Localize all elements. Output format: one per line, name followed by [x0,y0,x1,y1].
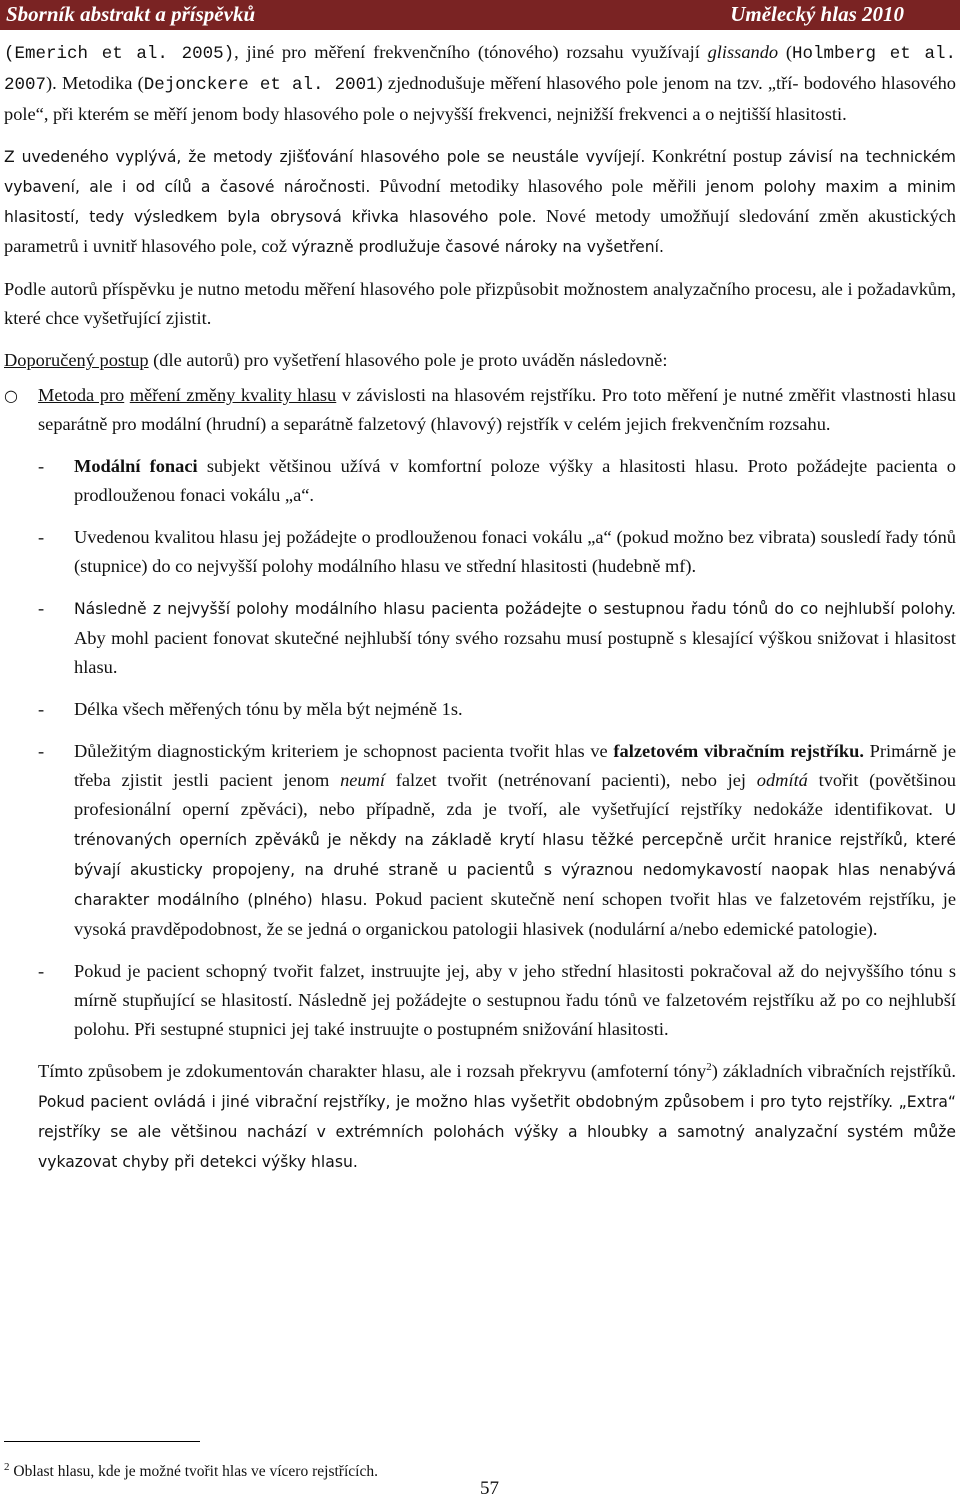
dash-bullet: - [38,456,45,476]
paragraph-recommended-procedure: Doporučený postup (dle autorů) pro vyšetření hlasového pole je proto uváděn následovně: [4,350,668,370]
page-number: 57 [480,1478,499,1499]
list-item-ascending-scale: - Uvedenou kvalitou hlasu jej požádejte o prodlouženou fonaci vokálu „a“ (pokud možno bez vibrata) sousledí řady tónů (stupnice) do co nejvyšší polohy modálního hlasu ve střední hlasitosti (hudebně mf). [4,523,956,581]
footnote-text: Oblast hlasu, kde je možné tvořit hlas ve vícero rejstřících. [9,1463,378,1480]
list-item-method: ○ Metoda pro měření změny kvality hlasu v závislosti na hlasovém rejstříku. Pro toto měření je nutné změřit vlastnosti hlasu separátně pro modální (hrudní) a separátně falzetový (hlavový) rejstřík v celém jejich frekvenčním rozsahu. [4,381,956,439]
paragraph-citations: (Emerich et al. 2005), jiné pro měření frekvenčního (tónového) rozsahu využívají glissando (Holmberg et al. 2007). Metodika (Dejonckere et al. 2001) zjednodušuje měření hlasového pole jenom na tzv. „tří- bodového hlasového pole“, při kterém se měří jenom body hlasového pole o nejvyšší frekvenci, nejnižší frekvenci a o nejtišší hlasitosti. [4,42,956,124]
list-item-falsetto-criterion: - Důležitým diagnostickým kriteriem je schopnost pacienta tvořit hlas ve falzetovém vibračním rejstříku. Primárně je třeba zjistit jestli pacient jenom neumí falzet tvořit (netrénovaní pacienti), nebo jej odmítá tvořit (povětšinou profesionální operní zpěváci), nebo případně, zda je tvoří, ale vyšetřující rejstříky nedokáže identifikovat. U trénovaných operních zpěváků je někdy na základě krytí hlasu těžké percepčně určit hranice rejstříků, které bývají akusticky propojeny, na druhé straně u pacientů s výraznou nedomykavostí naopak hlas nenabývá charakter modálního (plného) hlasu. Pokud pacient skutečně není schopen tvořit hlas ve falzetovém rejstříku, je vysoká pravděpodobnost, že se jedná o organickou patologii hlasivek (nodulární a/nebo edemické patologie). [4,737,956,944]
list-item-falsetto-instructions: - Pokud je pacient schopný tvořit falzet, instruujte jej, aby v jeho střední hlasitosti pokračoval až do nejvyššího tónu s mírně stupňující se hlasitostí. Následně jej požádejte o sestupnou řadu tónů ve falzetovém rejstříku až po co nejhlubší polohu. Při sestupné stupnici jej také instruujte o postupném snižování hlasitosti. [4,957,956,1044]
dash-bullet: - [38,598,45,618]
paragraph-conclusion: Tímto způsobem je zdokumentován charakter hlasu, ale i rozsah překryvu (amfoterní tóny$^2$) základních vibračních rejstříků. Pokud pacient ovládá i jiné vibrační rejstříky, je možno hlas vyšetřit obdobným způsobem i pro tyto rejstříky. „Extra“ rejstříky se ale většinou nachází v extrémních polohách výšky a hloubky a samotný analyzační systém může vykazovat chyby při detekci výšky hlasu. [38,1060,956,1171]
list-item-tone-length: - Délka všech měřených tónu by měla být nejméně 1s. [4,695,956,724]
list-item-modal-phonation: - Modální fonaci subjekt většinou užívá v komfortní poloze výšky a hlasitosti hlasu. Proto požádejte pacienta o prodlouženou fonaci vokálu „a“. [4,452,956,510]
footnote [4,1462,378,1482]
dash-bullet: - [38,961,45,981]
paragraph-methods-evolve: Z uvedeného vyplývá, že metody zjišťování hlasového pole se neustále vyvíjejí. Konkrétní postup závisí na technickém vybavení, ale i od cílů a časové náročnosti. Původní metodiky hlasového pole měřili jenom polohy maxim a minim hlasitostí, tedy výsledkem byla obrysová křivka hlasového pole. Nové metody umožňují sledování změn akustických parametrů i uvnitř hlasového pole, což výrazně prodlužuje časové nároky na vyšetření. [4,146,957,256]
list-item-descending-scale: - Následně z nejvyšší polohy modálního hlasu pacienta požádejte o sestupnou řadu tónů do co nejhlubší polohy. Aby mohl pacient fonovat skutečné nejhlubší tóny svého rozsahu musí postupně s klesající výškou snižovat i hlasitost hlasu. [4,594,956,682]
page-body [4,38,956,1177]
paragraph-authors-note: Podle autorů příspěvku je nutno metodu měření hlasového pole přizpůsobit možnostem analyzačního procesu, ale i požadavkům, které chce vyšetřující zjistit. [4,279,956,328]
dash-bullet: - [38,699,45,719]
dash-bullet: - [38,527,45,547]
dash-bullet: - [38,741,45,761]
circle-bullet-icon: ○ [4,386,18,405]
footnote-number: 2 [4,1460,10,1473]
footnote-reference: 2 [706,1060,712,1073]
header-conference-title: Umělecký hlas 2010 [730,2,904,26]
running-header [0,0,960,30]
header-publication-title: Sborník abstrakt a příspěvků [6,2,256,26]
footnote-divider [4,1441,200,1442]
